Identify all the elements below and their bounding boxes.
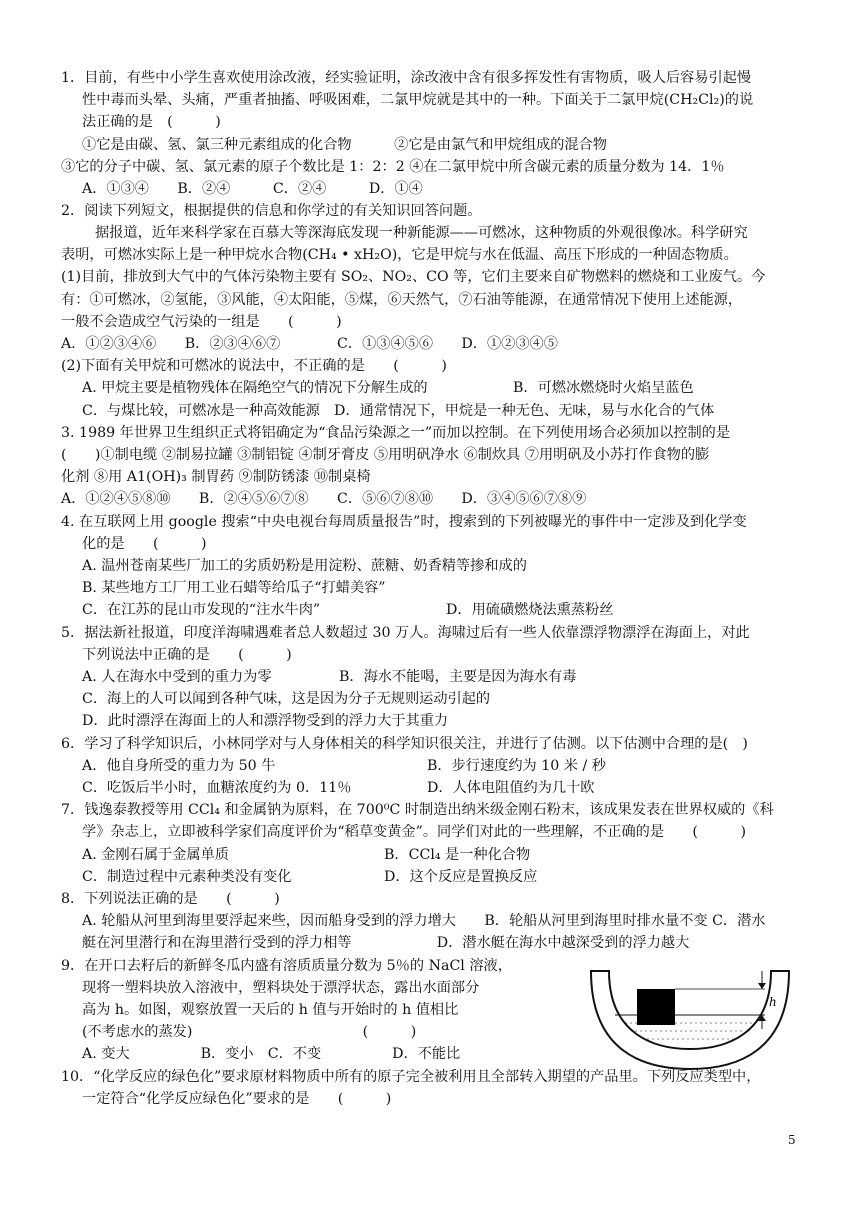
q3-line-2: ( )①制电缆 ②制易拉罐 ③制铝锭 ④制牙膏皮 ⑤用明矾净水 ⑥制炊具 ⑦用明矾及小苏打作食物的膨 xyxy=(61,447,710,463)
q9-line-2: 现将一塑料块放入溶液中，塑料块处于漂浮状态，露出水面部分 xyxy=(82,980,480,996)
q2-sub1-line-3: 一般不会造成空气污染的一组是 ( ) xyxy=(61,314,342,330)
q7-option-a: A. 金刚石属于金属单质 xyxy=(82,847,229,863)
q2-passage-2: 表明，可燃冰实际上是一种甲烷水合物(CH₄ • xH₂O)，它是甲烷与水在低温、高压下形成的一种固态物质。 xyxy=(61,247,738,263)
q4-line-1: 4. 在互联网上用 google 搜索“中央电视台每周质量报告”时，搜索到的下列被曝光的事件中一定涉及到化学变 xyxy=(61,514,747,530)
height-label: h xyxy=(769,995,777,1009)
page-number: 5 xyxy=(788,1133,796,1147)
q4-option-d: D．用硫磺燃烧法熏蒸粉丝 xyxy=(446,602,614,618)
height-arrowhead-top xyxy=(758,983,766,989)
q9-line-1: 9．在开口去籽后的新鲜冬瓜内盛有溶质质量分数为 5％的 NaCl 溶液， xyxy=(61,958,512,974)
q9-options: A. 变大 B．变小 C．不变 D．不能比 xyxy=(82,1046,461,1062)
q5-option-a: A. 人在海水中受到的重力为零 xyxy=(82,669,272,685)
q1-line-3: 法正确的是 ( ) xyxy=(82,114,221,130)
melon-float-diagram xyxy=(585,965,795,1073)
q8-line-3: 艇在河里潜行和在海里潜行受到的浮力相等 D．潜水艇在海水中越深受到的浮力越大 xyxy=(82,935,690,951)
q1-statement-3-4: ③它的分子中碳、氢、氯元素的原子个数比是 1：2：2 ④在二氯甲烷中所含碳元素的质量分数为 14．1％ xyxy=(61,159,725,175)
q2-title: 2．阅读下列短文，根据提供的信息和你学过的有关知识回答问题。 xyxy=(61,203,482,219)
q4-line-2: 化的是 ( ) xyxy=(82,536,207,552)
q2-sub2-option-b: B．可燃冰燃烧时火焰呈蓝色 xyxy=(513,380,694,396)
q3-options: A．①②④⑤⑧⑩ B．②④⑤⑥⑦⑧ C．⑤⑥⑦⑧⑩ D．③④⑤⑥⑦⑧⑨ xyxy=(61,491,587,507)
q6-option-a: A．他自身所受的重力为 50 牛 xyxy=(82,758,276,774)
q3-line-1: 3. 1989 年世界卫生组织正式将铝确定为“食品污染源之一”而加以控制。在下列使用场合必须加以控制的是 xyxy=(61,425,731,441)
q6-option-c: C．吃饭后半小时，血糖浓度约为 0．11％ xyxy=(82,780,352,796)
q5-option-d: D．此时漂浮在海面上的人和漂浮物受到的浮力大于其重力 xyxy=(82,713,449,729)
q7-option-c: C．制造过程中元素种类没有变化 xyxy=(82,869,292,885)
q2-sub2-option-a: A. 甲烷主要是植物残体在隔绝空气的情况下分解生成的 xyxy=(82,380,428,396)
q4-option-a: A. 温州苍南某些厂加工的劣质奶粉是用淀粉、蔗糖、奶香精等掺和成的 xyxy=(82,558,527,574)
plastic-block xyxy=(637,989,675,1025)
q6-stem: 6．学习了科学知识后，小林同学对与人身体相关的科学知识很关注，并进行了估测。以下估测中合理的是( ) xyxy=(61,736,748,752)
q1-line-1: 1．目前，有些中小学生喜欢使用涂改液，经实验证明，涂改液中含有很多挥发性有害物质，吸人后容易引起慢 xyxy=(61,70,752,86)
q1-statement-1-2: ①它是由碳、氢、氯三种元素组成的化合物 ②它是由氯气和甲烷组成的混合物 xyxy=(82,137,607,153)
q7-option-b: B．CCl₄ 是一种化合物 xyxy=(384,847,531,863)
q5-option-c: C．海上的人可以闻到各种气味，这是因为分子无规则运动引起的 xyxy=(82,691,491,707)
q7-line-1: 7．钱逸泰教授等用 CCl₄ 和金属钠为原料，在 700⁰C 时制造出纳米级金刚石粉末，该成果发表在世界权威的《科 xyxy=(61,802,774,818)
q8-line-2: A. 轮船从河里到海里要浮起来些，因而船身受到的浮力增大 B．轮船从河里到海里时排水量不变 C．潜水 xyxy=(82,913,766,929)
q7-option-d: D．这个反应是置换反应 xyxy=(384,869,538,885)
q5-line-1: 5．据法新社报道，印度洋海啸遇难者总人数超过 30 万人。海啸过后有一些人依靠漂浮物漂浮在海面上，对此 xyxy=(61,625,750,641)
q6-option-b: B．步行速度约为 10 米 / 秒 xyxy=(427,758,606,774)
q2-sub1-line-2: 有：①可燃冰，②氢能，③风能，④太阳能，⑤煤，⑥天然气，⑦石油等能源，在通常情况下使用上述能源， xyxy=(61,292,743,308)
q7-line-2: 学》杂志上，立即被科学家们高度评价为“稻草变黄金”。同学们对此的一些理解，不正确的是 ( ) xyxy=(82,824,747,840)
q2-sub2-stem: (2)下面有关甲烷和可燃冰的说法中，不正确的是 ( ) xyxy=(61,358,447,374)
q2-sub2-option-cd: C．与煤比较，可燃冰是一种高效能源 D．通常情况下，甲烷是一种无色、无味，易与水化合的气体 xyxy=(82,403,715,419)
q3-line-3: 化剂 ⑧用 A1(OH)₃ 制胃药 ⑨制防锈漆 ⑩制桌椅 xyxy=(61,469,371,485)
q4-option-c: C．在江苏的昆山市发现的“注水牛肉” xyxy=(82,602,321,618)
q2-sub1-line-1: (1)目前，排放到大气中的气体污染物主要有 SO₂、NO₂、CO 等，它们主要来自矿物燃料的燃烧和工业废气。今 xyxy=(61,269,766,285)
q6-option-d: D．人体电阻值约为几十欧 xyxy=(427,780,595,796)
q10-line-1: 10．“化学反应的绿色化”要求原材料物质中所有的原子完全被利用且全部转入期望的产品里。下列反应类型中， xyxy=(61,1069,761,1085)
q2-passage-1: 据报道，近年来科学家在百慕大等深海底发现一种新能源——可燃冰，这种物质的外观很像冰。科学研究 xyxy=(95,225,748,241)
q9-line-3: 高为 h。如图，观察放置一天后的 h 值与开始时的 h 值相比 xyxy=(82,1002,459,1018)
q1-line-2: 性中毒而头晕、头痛，严重者抽搐、呼吸困难，二氯甲烷就是其中的一种。下面关于二氯甲烷(CH₂Cl₂)的说 xyxy=(82,92,754,108)
q4-option-b: B. 某些地方工厂用工业石蜡等给瓜子“打蜡美容” xyxy=(82,580,386,596)
q1-options: A．①③④ B．②④ C．②④ D．①④ xyxy=(82,181,423,197)
q5-line-2: 下列说法中正确的是 ( ) xyxy=(82,647,292,663)
q2-sub1-options: A．①②③④⑥ B．②③④⑥⑦ C．①③④⑤⑥ D．①②③④⑤ xyxy=(61,336,558,352)
q10-line-2: 一定符合“化学反应绿色化”要求的是 ( ) xyxy=(82,1091,392,1107)
q5-option-b: B．海水不能喝，主要是因为海水有毒 xyxy=(339,669,577,685)
q8-stem: 8．下列说法正确的是 ( ) xyxy=(61,891,280,907)
q9-line-4: (不考虑水的蒸发) ( ) xyxy=(82,1024,417,1040)
